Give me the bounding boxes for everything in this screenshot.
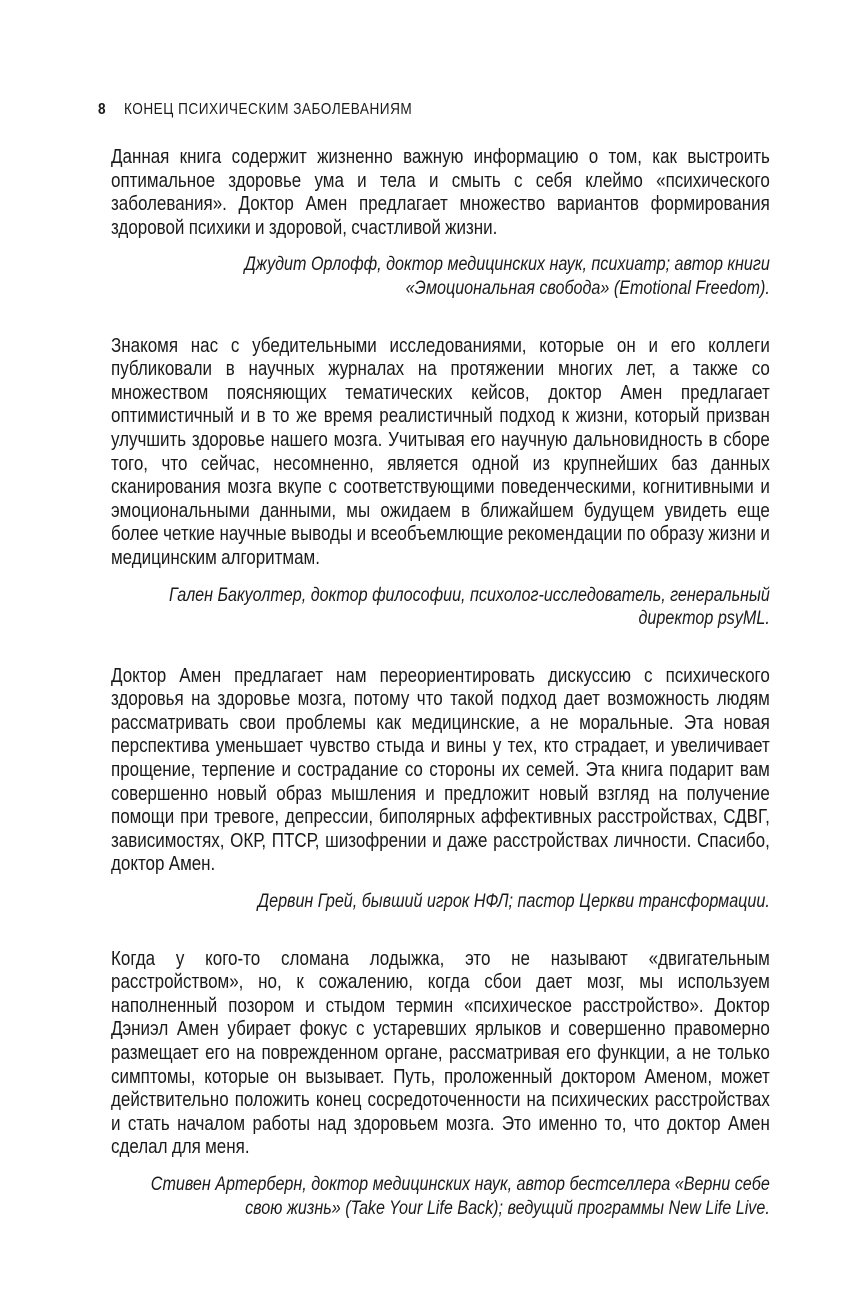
page-body xyxy=(111,146,770,1254)
testimonial-text: Когда у кого-то сломана лодыжка, это не называют «двигательным расстройством», но, к сожалению, когда сбои дает мозг, мы используем наполненный позором и стыдом термин «психическое расстройство». Доктор Дэниэл Амен убирает фокус с устаревших ярлыков и совершенно правомерно размещает его на поврежденном органе, рассматривая его функции, а не только симптомы, которые он вызывает. Путь, проложенный доктором Аменом, может действительно положить конец сосредоточенности на психических расстройствах и стать началом работы над здоровьем мозга. Это именно то, что доктор Амен сделал для меня. xyxy=(111,947,770,1159)
testimonial-block xyxy=(111,665,770,914)
page-header xyxy=(98,101,761,118)
testimonial-block xyxy=(111,335,770,631)
testimonial-block xyxy=(111,146,770,301)
testimonial-attribution: Стивен Артерберн, доктор медицинских наук, автор бестселлера «Верни себе свою жизнь» (Take Your Life Back); ведущий программы New Life Live. xyxy=(150,1173,770,1219)
testimonial-attribution: Джудит Орлофф, доктор медицинских наук, психиатр; автор книги «Эмоциональная свобода» (Emotional Freedom). xyxy=(244,254,770,299)
page-number: 8 xyxy=(98,101,107,118)
running-title: КОНЕЦ ПСИХИЧЕСКИМ ЗАБОЛЕВАНИЯМ xyxy=(123,101,413,118)
testimonial-block xyxy=(111,948,770,1221)
testimonial-text: Доктор Амен предлагает нам переориентировать дискуссию с психического здоровья на здоровье мозга, потому что такой подход дает возможность людям рассматривать свои проблемы как медицинские, а не моральные. Эта новая перспектива уменьшает чувство стыда и вины у тех, кто страдает, и увеличивает прощение, терпение и сострадание со стороны их семей. Эта книга подарит вам совершенно новый образ мышления и предложит новый взгляд на получение помощи при тревоге, депрессии, биполярных аффективных расстройствах, СДВГ, зависимостях, ОКР, ПТСР, шизофрении и даже расстройствах личности. Спасибо, доктор Амен. xyxy=(111,664,770,876)
testimonial-text: Данная книга содержит жизненно важную информацию о том, как выстроить оптимальное здоровье ума и тела и смыть с себя клеймо «психического заболевания». Доктор Амен предлагает множество вариантов формирования здоровой психики и здоровой, счастливой жизни. xyxy=(111,146,770,239)
testimonial-attribution: Гален Бакуолтер, доктор философии, психолог-исследователь, генеральный директор psyML. xyxy=(169,584,770,630)
testimonial-text: Знакомя нас с убедительными исследованиями, которые он и его коллеги публиковали в научных журналах на протяжении многих лет, а также со множеством поясняющих тематических кейсов, доктор Амен предлагает оптимистичный и в то же время реалистичный подход к жизни, который призван улучшить здоровье нашего мозга. Учитывая его научную дальновидность в сборе того, что сейчас, несомненно, является одной из крупнейших баз данных сканирования мозга вкупе с соответствующими поведенческими, когнитивными и эмоциональными данными, мы ожидаем в ближайшем будущем увидеть еще более четкие научные выводы и всеобъемлющие рекомендации по образу жизни и медицинским алгоритмам. xyxy=(111,334,770,569)
testimonial-attribution: Дервин Грей, бывший игрок НФЛ; пастор Церкви трансформации. xyxy=(257,891,770,913)
